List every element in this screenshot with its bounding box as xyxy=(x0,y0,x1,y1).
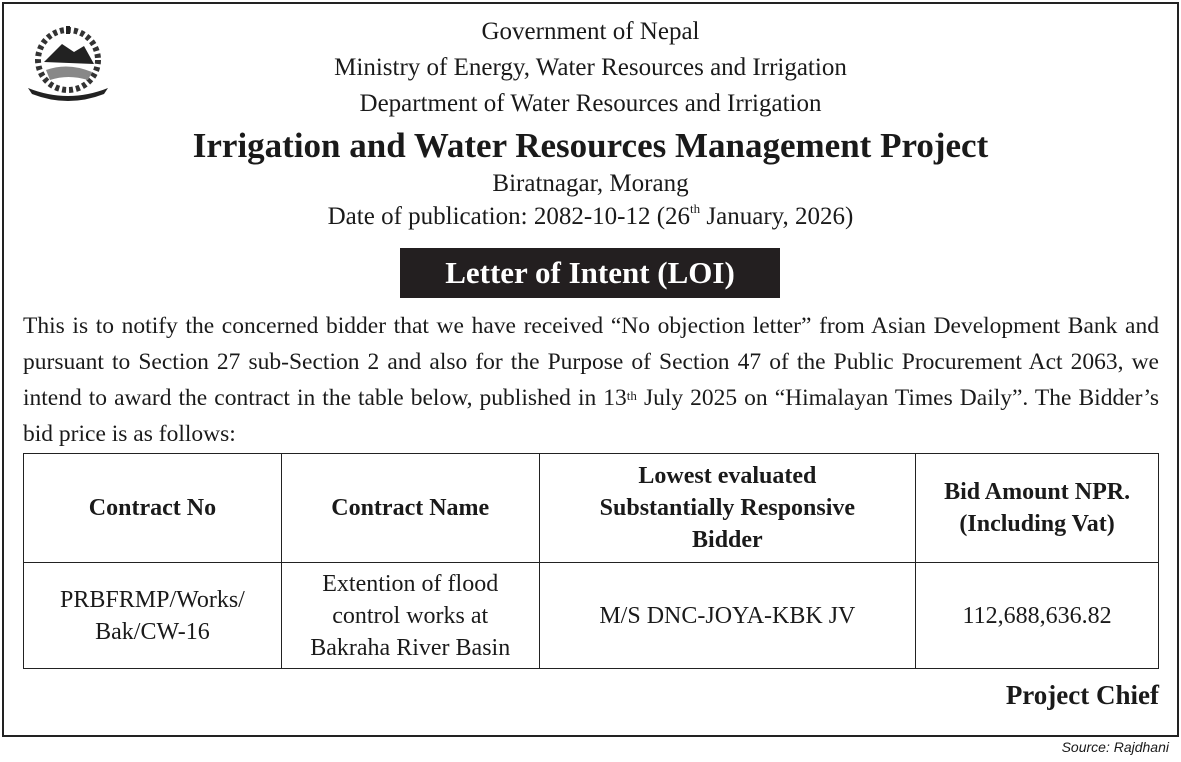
cell-contract-no: PRBFRMP/Works/ Bak/CW-16 xyxy=(24,563,282,669)
table-row xyxy=(24,563,1159,669)
cell-contract-name: Extention of flood control works at Bakraha River Basin xyxy=(281,563,539,669)
cell-bid-amount: 112,688,636.82 xyxy=(916,563,1159,669)
header-location: Biratnagar, Morang xyxy=(492,170,689,197)
project-title: Irrigation and Water Resources Management Project xyxy=(192,126,989,165)
signature: Project Chief xyxy=(1005,680,1159,710)
publication-date xyxy=(0,203,1181,231)
notice-body xyxy=(23,308,1159,452)
header-bid-amount: Bid Amount NPR. (Including Vat) xyxy=(916,454,1159,563)
header-contract-no: Contract No xyxy=(24,454,282,563)
header-government: Government of Nepal xyxy=(481,18,700,45)
contract-table xyxy=(23,453,1159,669)
notice-title: Letter of Intent (LOI) xyxy=(400,248,780,298)
date-sup: th xyxy=(690,201,701,216)
body-text-end: July 2025 on “Himalayan Times Daily”. The Bidder’s bid price is as follows: xyxy=(23,385,1159,447)
header-contract-name: Contract Name xyxy=(281,454,539,563)
source-credit: Source: Rajdhani xyxy=(1061,739,1169,755)
body-text: This is to notify the concerned bidder that we have received “No objection letter” from Asian Development Bank and pursuant to Section 27 sub-Section 2 and also for the Purpose of Section 47 of the Public Procurement Act 2063, we intend to award the contract in the table below, published in 13 xyxy=(23,313,1159,411)
body-sup: th xyxy=(626,388,637,403)
date-prefix: Date of publication: 2082-10-12 (26 xyxy=(327,203,691,230)
header-bidder: Lowest evaluated Substantially Responsive Bidder xyxy=(539,454,916,563)
table-header-row xyxy=(24,454,1159,563)
header-ministry: Ministry of Energy, Water Resources and Irrigation xyxy=(334,54,847,81)
header-department: Department of Water Resources and Irrigation xyxy=(359,90,822,117)
cell-bidder: M/S DNC-JOYA-KBK JV xyxy=(539,563,916,669)
date-suffix: January, 2026) xyxy=(700,203,854,230)
